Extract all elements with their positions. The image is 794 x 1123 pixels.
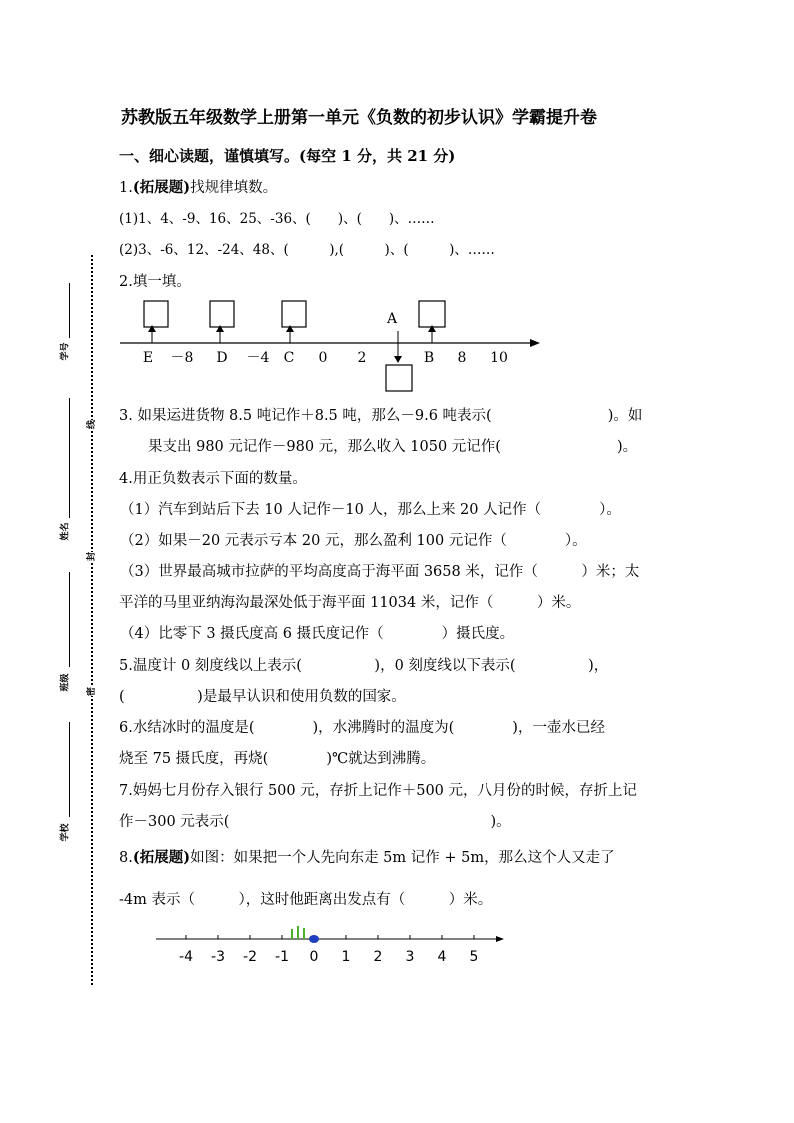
q4-line3: （3）世界最高城市拉萨的平均高度高于海平面 3658 米，记作（ ）米；太 xyxy=(120,564,640,580)
q8-tick-label: 3 xyxy=(405,949,415,965)
q8-tick-label: -4 xyxy=(179,949,193,965)
q8-ticks xyxy=(186,935,474,939)
q4-line1: （1）汽车到站后下去 10 人记作－10 人，那么上来 20 人记作（ ）。 xyxy=(120,502,621,518)
q2-tick-neg8: －8 xyxy=(170,350,194,366)
q2-tick-neg4: －4 xyxy=(246,350,270,366)
q2-title: 2.填一填。 xyxy=(119,274,191,290)
q3-line2: 果支出 980 元记作－980 元，那么收入 1050 元记作( )。 xyxy=(148,439,638,455)
name-label: 姓名 xyxy=(60,522,71,541)
q2-box-e xyxy=(144,301,168,327)
q1-tag: (拓展题) xyxy=(132,179,191,196)
q1-number: 1. xyxy=(119,180,133,196)
q6-line2: 烧至 75 摄氏度，再烧( )℃就达到沸腾。 xyxy=(119,751,436,767)
q4-line5: （4）比零下 3 摄氏度高 6 摄氏度记作（ ）摄氏度。 xyxy=(120,626,515,642)
class-label: 班级 xyxy=(60,673,71,692)
q2-tick-8: 8 xyxy=(457,350,467,366)
name-blank xyxy=(69,398,70,518)
q8-tick-label: 4 xyxy=(437,949,447,965)
q2-tick-0: 0 xyxy=(318,350,328,366)
q1-line2: (2)3、-6、12、-24、48、( ),( )、( )、…… xyxy=(119,242,495,258)
q8-tag: (拓展题) xyxy=(132,849,191,866)
q8-tick-label: -1 xyxy=(275,949,289,965)
q2-box-a xyxy=(386,365,412,391)
start-point-dot xyxy=(309,935,319,943)
q1-title-text: 找规律填数。 xyxy=(190,180,278,196)
q8-tick-label: 1 xyxy=(341,949,351,965)
q8-number-line xyxy=(150,922,510,968)
seal-label-feng: 封 xyxy=(84,552,97,561)
q8-line1 xyxy=(119,846,615,867)
seal-label-mi: 密 xyxy=(84,687,97,696)
person-figure xyxy=(292,926,304,939)
q4-title: 4.用正负数表示下面的数量。 xyxy=(119,471,307,487)
student-no-label: 学号 xyxy=(60,342,71,361)
q8-tick-label: 5 xyxy=(469,949,479,965)
q7-line2: 作－300 元表示( )。 xyxy=(119,814,511,830)
q8-tick-label: 2 xyxy=(373,949,383,965)
q8-line2: -4m 表示（ ），这时他距离出发点有（ ）米。 xyxy=(119,892,493,908)
q6-line1: 6.水结冰时的温度是( )，水沸腾时的温度为( )，一壶水已经 xyxy=(119,720,605,736)
q2-box-c xyxy=(282,301,306,327)
q2-tick-c: C xyxy=(283,350,295,366)
q8-number: 8. xyxy=(119,850,133,866)
q2-box-d xyxy=(210,301,234,327)
school-blank xyxy=(69,722,70,817)
q2-axis-arrow xyxy=(530,339,540,347)
q2-number-line xyxy=(110,295,550,395)
q5-line1: 5.温度计 0 刻度线以上表示( )，0 刻度线以下表示( )， xyxy=(119,658,609,674)
q2-box-b xyxy=(419,301,445,327)
q7-line1: 7.妈妈七月份存入银行 500 元，存折上记作＋500 元，八月份的时候，存折上记 xyxy=(119,783,638,799)
section-heading: 一、细心读题，谨慎填写。(每空 1 分，共 21 分) xyxy=(119,147,456,165)
q2-tick-d: D xyxy=(216,350,228,366)
q5-line2: ( )是最早认识和使用负数的国家。 xyxy=(119,689,406,705)
q2-point-a-label: A xyxy=(386,311,398,327)
q4-line2: （2）如果－20 元表示亏本 20 元，那么盈利 100 元记作（ ）。 xyxy=(120,533,587,549)
q2-tick-10: 10 xyxy=(490,350,508,366)
q1-title xyxy=(119,176,277,197)
q8-tick-label: -2 xyxy=(243,949,257,965)
q8-tick-label: -3 xyxy=(211,949,225,965)
q8-tick-label: 0 xyxy=(309,949,319,965)
school-label: 学校 xyxy=(60,823,71,842)
class-blank xyxy=(69,572,70,667)
student-no-blank xyxy=(69,283,70,338)
dotted-binding-line xyxy=(91,255,93,985)
page-title: 苏教版五年级数学上册第一单元《负数的初步认识》学霸提升卷 xyxy=(121,108,597,128)
q1-line1: (1)1、4、-9、16、25、-36、( )、( )、…… xyxy=(119,211,435,227)
q2-tick-b: B xyxy=(423,350,435,366)
q8-axis-arrow xyxy=(496,936,504,942)
q2-tick-e: E xyxy=(142,350,154,366)
q3-line1: 3. 如果运进货物 8.5 吨记作＋8.5 吨，那么－9.6 吨表示( )。如 xyxy=(119,408,643,424)
q2-tick-2: 2 xyxy=(357,350,367,366)
q8-line1-text: 如图：如果把一个人先向东走 5m 记作 + 5m，那么这个人又走了 xyxy=(190,850,615,866)
seal-label-xian: 线 xyxy=(84,420,97,429)
q4-line4: 平洋的马里亚纳海沟最深处低于海平面 11034 米，记作（ ）米。 xyxy=(119,595,581,611)
